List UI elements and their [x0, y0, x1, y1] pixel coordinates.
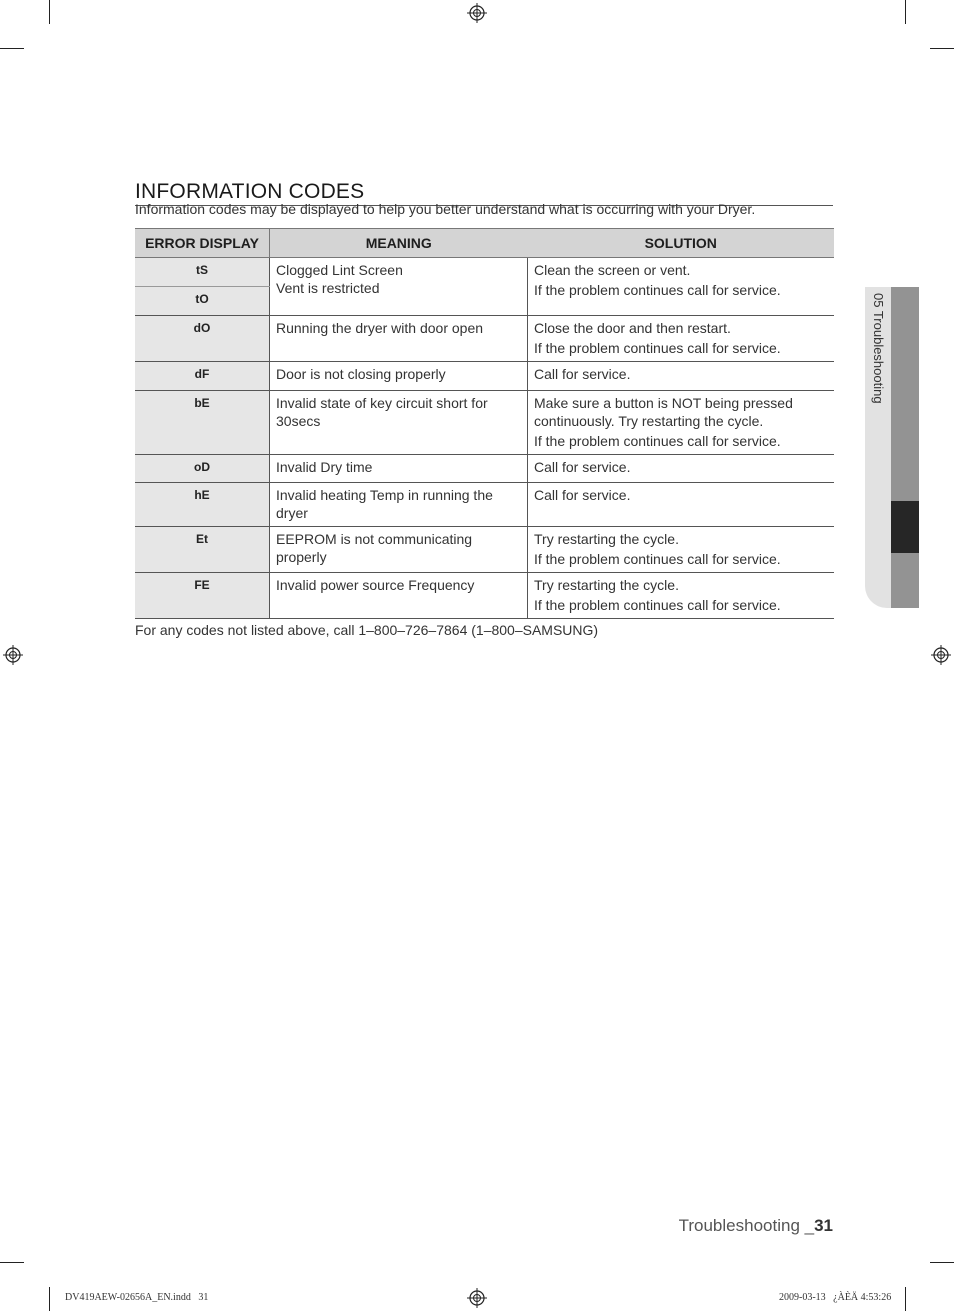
- solution-cell: [528, 316, 835, 362]
- crop-mark: [905, 1287, 906, 1311]
- error-code: FE: [135, 573, 270, 619]
- page-number: 31: [814, 1216, 833, 1235]
- solution-cell: [528, 391, 835, 455]
- meaning-cell: [270, 258, 528, 316]
- print-slug-timestamp: 2009-03-13 ¿ÀÈÄ 4:53:26: [779, 1292, 892, 1303]
- table-row: [135, 258, 834, 287]
- crop-mark: [49, 0, 50, 24]
- meaning-line: Invalid power source Frequency: [276, 577, 475, 593]
- table-row: [135, 455, 834, 483]
- column-header-meaning: MEANING: [270, 229, 528, 258]
- error-code: tO: [135, 287, 270, 316]
- meaning-line: Invalid heating Temp in running the dryer: [276, 487, 493, 521]
- side-tab-label: 05 Troubleshooting: [871, 293, 886, 404]
- solution-line: Call for service.: [534, 459, 631, 475]
- solution-cell: [528, 573, 835, 619]
- registration-mark-icon: [467, 3, 487, 23]
- solution-line: If the problem continues call for service.: [534, 282, 781, 298]
- column-header-error-display: ERROR DISPLAY: [135, 229, 270, 258]
- meaning-cell: [270, 391, 528, 455]
- meaning-cell: [270, 573, 528, 619]
- information-codes-table: [135, 228, 834, 619]
- table-row: [135, 573, 834, 619]
- page-footer: [679, 1216, 833, 1236]
- section-title: INFORMATION CODES: [135, 180, 833, 206]
- meaning-line: Door is not closing properly: [276, 366, 446, 382]
- chapter-side-tab: [865, 287, 919, 608]
- meaning-cell: [270, 527, 528, 573]
- meaning-cell: [270, 316, 528, 362]
- solution-cell: [528, 527, 835, 573]
- solution-cell: [528, 362, 835, 391]
- meaning-line: EEPROM is not communicating properly: [276, 531, 473, 565]
- meaning-line: Vent is restricted: [276, 280, 380, 296]
- error-code: bE: [135, 391, 270, 455]
- crop-mark: [0, 48, 24, 49]
- table-row: [135, 362, 834, 391]
- meaning-line: Running the dryer with door open: [276, 320, 484, 336]
- table-header-row: [135, 229, 834, 258]
- registration-mark-icon: [3, 645, 23, 665]
- crop-mark: [905, 0, 906, 24]
- solution-line: If the problem continues call for service.: [534, 340, 781, 356]
- table-row: [135, 527, 834, 573]
- solution-line: Close the door and then restart.: [534, 320, 731, 336]
- crop-mark: [49, 1287, 50, 1311]
- crop-mark: [930, 48, 954, 49]
- meaning-line: Invalid Dry time: [276, 459, 373, 475]
- solution-line: If the problem continues call for service.: [534, 551, 781, 567]
- column-header-solution: SOLUTION: [528, 229, 835, 258]
- solution-cell: [528, 483, 835, 527]
- error-code: Et: [135, 527, 270, 573]
- footnote-text: For any codes not listed above, call 1–800–726–7864 (1–800–SAMSUNG): [135, 622, 599, 638]
- error-code: dO: [135, 316, 270, 362]
- solution-line: Clean the screen or vent.: [534, 262, 691, 278]
- error-code: oD: [135, 455, 270, 483]
- solution-cell: [528, 455, 835, 483]
- meaning-line: Clogged Lint Screen: [276, 262, 403, 278]
- solution-line: If the problem continues call for service.: [534, 597, 781, 613]
- registration-mark-icon: [467, 1288, 487, 1308]
- footer-section-name: Troubleshooting _: [678, 1216, 815, 1235]
- crop-mark: [930, 1262, 954, 1263]
- solution-line: Call for service.: [534, 487, 631, 503]
- meaning-cell: [270, 455, 528, 483]
- registration-mark-icon: [931, 645, 951, 665]
- intro-text: Information codes may be displayed to help you better understand what is occurring with your Dryer.: [135, 201, 756, 217]
- solution-line: Call for service.: [534, 366, 631, 382]
- meaning-line: Invalid state of key circuit short for 30secs: [276, 395, 488, 429]
- table-row: [135, 483, 834, 527]
- solution-line: If the problem continues call for service.: [534, 433, 781, 449]
- solution-line: Make sure a button is NOT being pressed continuously. Try restarting the cycle.: [534, 395, 793, 429]
- error-code: dF: [135, 362, 270, 391]
- table-row: [135, 316, 834, 362]
- crop-mark: [0, 1262, 24, 1263]
- print-slug-file: DV419AEW-02656A_EN.indd 31: [65, 1292, 209, 1303]
- error-code: hE: [135, 483, 270, 527]
- table-row: [135, 391, 834, 455]
- side-tab-marker: [891, 501, 919, 553]
- solution-line: Try restarting the cycle.: [534, 531, 679, 547]
- meaning-cell: [270, 362, 528, 391]
- error-code: tS: [135, 258, 270, 287]
- solution-cell: [528, 258, 835, 316]
- side-tab-bar: [891, 287, 919, 608]
- meaning-cell: [270, 483, 528, 527]
- solution-line: Try restarting the cycle.: [534, 577, 679, 593]
